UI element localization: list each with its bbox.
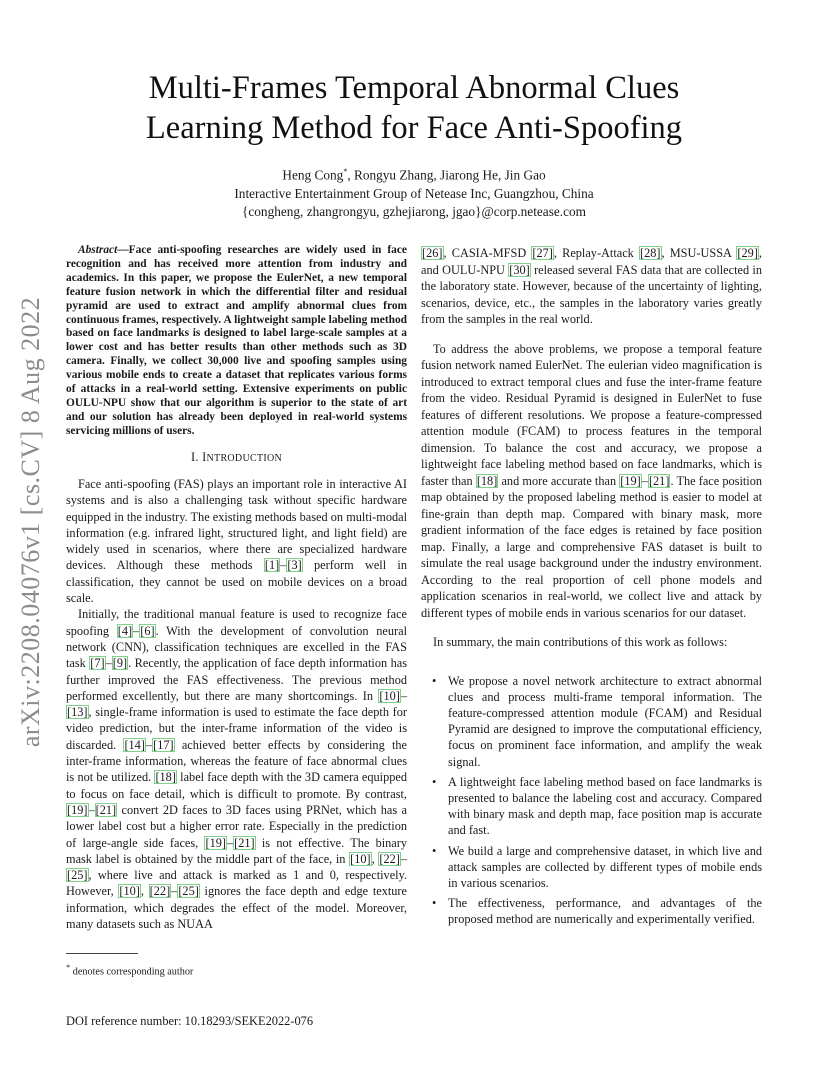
arxiv-identifier: arXiv:2208.04076v1 [cs.CV] 8 Aug 2022	[16, 296, 45, 748]
citation-link[interactable]: [10]	[379, 688, 400, 703]
footnote-mark: *	[66, 962, 71, 972]
intro-paragraph-2: Initially, the traditional manual feature is used to recognize face spoofing [4]–[6]. With the development of convolution neural network (CNN), classification techniques are excelled in the FAS task [7]–[9]. Recently, the application of face depth information has further improved the FAS effectiveness. The previous method performed excellently, but there are many shortcomings. In [10]–[13], single-frame information is used to estimate the face depth for video prediction, but the inter-frame information of the video is discarded. [14]–[17] achieved better effects by considering the inter-frame information, whereas the feature of face abnormal clues is not be utilized. [18] label face depth with the 3D camera equipped to focus on face detail, which is difficult to promote. By contrast, [19]–[21] convert 2D faces to 3D faces using PRNet, which has a lower label cost but a higher error rate. Especially in the prediction of large-angle side faces, [19]–[21] is not effective. The binary mask label is obtained by the middle part of the face, in [10], [22]–[25], where live and attack is marked as 1 and 0, respectively. However, [10], [22]–[25] ignores the face depth and edge texture information, which degrades the effect of the model. Moreover, many datasets such as NUAA	[66, 607, 407, 931]
citation-link[interactable]: [10]	[350, 851, 371, 866]
citation-link[interactable]: [29]	[737, 246, 758, 260]
contribution-item: • The effectiveness, performance, and advantages of the proposed method are numerically and experimentally verified.	[432, 896, 762, 927]
bullet-icon: •	[432, 843, 437, 858]
author-names: Heng Cong*, Rongyu Zhang, Jiarong He, Jin Gao	[282, 167, 546, 183]
citation-link[interactable]: [26]	[422, 246, 443, 260]
citation-link[interactable]: [25]	[67, 868, 88, 883]
citation-link[interactable]: [1]	[264, 558, 280, 573]
contribution-item: • We build a large and comprehensive dataset, in which live and attack samples are collected by different types of mobile ends in various scenarios.	[432, 843, 762, 890]
doi-reference: DOI reference number: 10.18293/SEKE2022-076	[66, 1014, 314, 1028]
citation-link[interactable]: [27]	[532, 246, 553, 260]
affiliation: Interactive Entertainment Group of Netease Inc, Guangzhou, China	[234, 185, 594, 201]
left-column	[66, 244, 407, 932]
citation-link[interactable]: [13]	[67, 705, 88, 720]
proposal-paragraph: To address the above problems, we propose a temporal feature fusion network named EulerNet. The eulerian video magnification is introduced to extract temporal clues and fuse the inter-frame feature from the video. Residual Pyramid is designed in EulerNet to fuse features of different resolutions. We propose a feature-compressed attention module (FCAM) to process features in the temporal dimension. To balance the cost and accuracy, we propose a lightweight face labeling method based on face landmarks, which is faster than [18] and more accurate than [19]–[21]. The face position map obtained by the proposed labeling method is easier to model at fine-grain than depth map. Compared with binary mask, more gradient information of the face edges is retained by face position map. Finally, a large and comprehensive FAS dataset is built to simulate the real usage background under the industry environment. According to the real proportion of cell phone models and application scenarios in real-world, we collect live and attack by different types of mobile ends in various scenarios for our dataset.	[421, 341, 762, 620]
contribution-item: • We propose a novel network architecture to extract abnormal clues and process multi-frame temporal information. The feature-compressed attention module (FCAM) and Residual Pyramid are designed to improve the computational efficiency, focus on prominent face information, and amplify the weak signal.	[432, 673, 762, 769]
abstract-text: —Face anti-spoofing researches are widely used in face recognition and has received more attention from industry and academics. In this paper, we propose the EulerNet, a new temporal feature fusion network in which the differential filter and residual pyramid are used to extract and amplify abnormal clues from continuous frames, respectively. A lightweight sample labeling method based on face landmarks is designed to label large-scale samples at a lower cost and has better results than other methods such as 3D camera. Finally, we collect 30,000 live and spoofing samples using various mobile ends to create a dataset that replicates various forms of attacks in a real-world setting. Extensive experiments on public OULU-NPU show that our algorithm is superior to the state of art and our solution has already been deployed in real-world systems servicing millions of users.	[66, 244, 407, 437]
footnote-divider	[66, 953, 138, 954]
citation-link[interactable]: [21]	[648, 473, 670, 488]
bullet-icon: •	[432, 774, 437, 789]
citation-link[interactable]: [14]	[124, 737, 145, 752]
right-column	[421, 245, 762, 932]
abstract	[66, 244, 407, 439]
contributions-intro: In summary, the main contributions of this work as follows:	[433, 635, 728, 649]
citation-link[interactable]: [21]	[95, 802, 117, 817]
citation-link[interactable]: [3]	[287, 558, 302, 573]
bullet-icon: •	[432, 896, 437, 911]
author-block	[64, 163, 764, 222]
citation-link[interactable]: [18]	[476, 473, 498, 488]
abstract-label: Abstract	[78, 244, 118, 256]
title-line-1: Multi-Frames Temporal Abnormal Clues	[148, 70, 680, 106]
citation-link[interactable]: [21]	[234, 835, 255, 850]
title-line-2: Learning Method for Face Anti-Spoofing	[145, 110, 683, 146]
citation-link[interactable]: [4]	[117, 623, 133, 638]
author-emails: {congheng, zhangrongyu, gzhejiarong, jgao}@corp.netease.com	[241, 204, 587, 220]
related-datasets-paragraph: [26], CASIA-MFSD [27], Replay-Attack [28], MSU-USSA [29], and OULU-NPU [30] released several FAS data that are collected in the laboratory state. However, because of the uncertainty of lighting, scenarios, device, etc., the samples in the laboratory varies greatly from the samples in the real world.	[421, 246, 762, 326]
bullet-icon: •	[432, 673, 437, 688]
citation-link[interactable]: [30]	[509, 262, 530, 277]
citation-link[interactable]: [6]	[140, 623, 155, 638]
citation-link[interactable]: [19]	[205, 835, 226, 850]
footnote: * denotes corresponding author	[66, 962, 194, 978]
citation-link[interactable]: [19]	[620, 473, 641, 488]
corresponding-mark: *	[343, 167, 348, 176]
citation-link[interactable]: [28]	[640, 246, 661, 260]
section-heading-introduction: I. INTRODUCTION	[190, 449, 283, 464]
intro-paragraph-1: Face anti-spoofing (FAS) plays an important role in interactive AI systems and is also a challenging task without specific hardware equipped in the industry. The existing methods based on multi-modal information (e.g. infrared light, structured light, and light field) are widely used in scenarios, where there are specialized hardware devices. Although these methods [1]–[3] perform well in classification, they cannot be used on mobile devices on a broad scale.	[66, 476, 407, 606]
contribution-item: • A lightweight face labeling method based on face landmarks is presented to balance the labeling cost and accuracy. Compared with binary mask and depth map, face position map is accurate and fast.	[432, 774, 762, 838]
citation-link[interactable]: [7]	[90, 656, 105, 671]
citation-link[interactable]: [22]	[379, 851, 400, 866]
citation-link[interactable]: [19]	[67, 802, 88, 817]
citation-link[interactable]: [18]	[155, 770, 176, 785]
citation-link[interactable]: [10]	[119, 884, 140, 899]
paper-title	[64, 68, 764, 148]
citation-link[interactable]: [9]	[112, 656, 128, 671]
citation-link[interactable]: [22]	[149, 884, 171, 899]
arxiv-side-stamp	[12, 289, 50, 755]
citation-link[interactable]: [25]	[178, 884, 199, 899]
citation-link[interactable]: [17]	[153, 737, 174, 752]
contributions-list	[421, 673, 762, 928]
